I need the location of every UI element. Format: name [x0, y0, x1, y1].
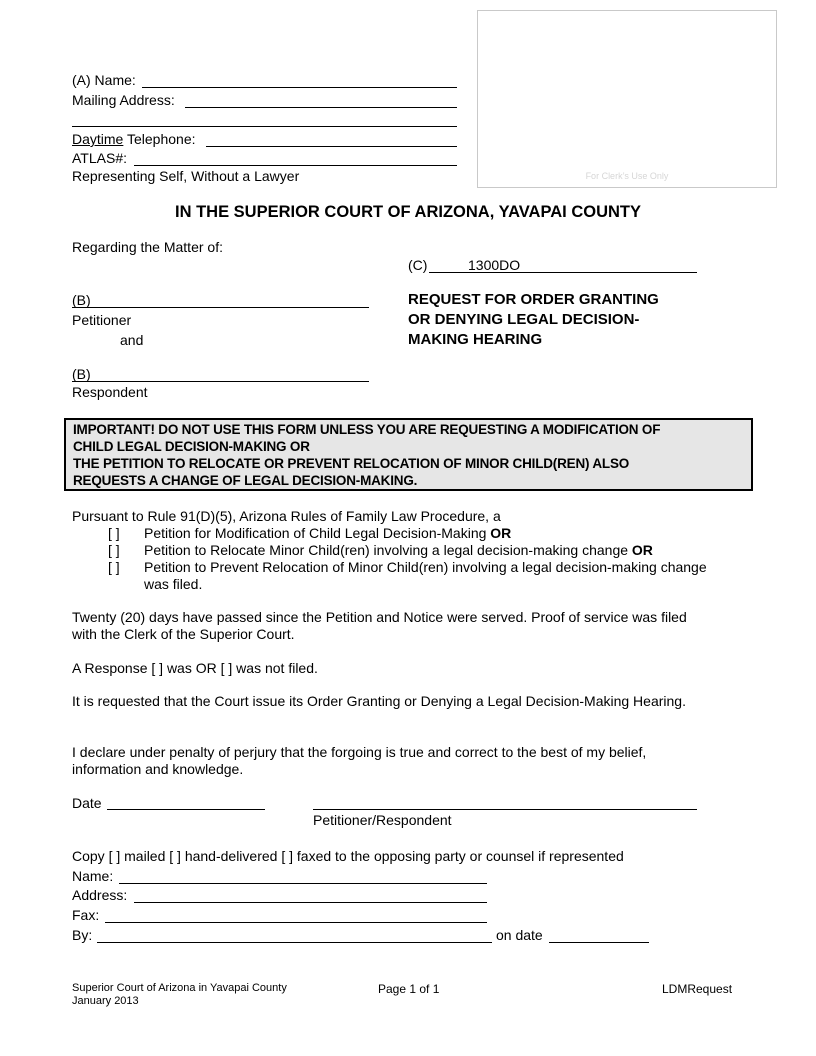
- regarding-matter-label: Regarding the Matter of:: [72, 239, 223, 255]
- service-address-label: Address:: [72, 887, 128, 903]
- on-date-field[interactable]: [549, 942, 649, 943]
- daytime-word: Daytime: [72, 131, 124, 147]
- on-date-label: on date: [496, 927, 543, 943]
- mailing-address-field[interactable]: [185, 107, 457, 108]
- declaration-line-2: information and knowledge.: [72, 761, 244, 777]
- checkbox-relocate[interactable]: [ ]: [108, 542, 120, 558]
- checkbox-modification[interactable]: [ ]: [108, 525, 120, 541]
- twenty-days-line-1: Twenty (20) days have passed since the Petition and Notice were served. Proof of service was filed: [72, 609, 687, 625]
- petitioner-label: Petitioner: [72, 312, 132, 328]
- request-line: It is requested that the Court issue its Order Granting or Denying a Legal Decision-Making Hearing.: [72, 693, 686, 709]
- representing-self-text: Representing Self, Without a Lawyer: [72, 168, 300, 184]
- option-relocate: [144, 542, 653, 558]
- footer-court: Superior Court of Arizona in Yavapai County: [72, 982, 287, 994]
- checkbox-prevent-relocation[interactable]: [ ]: [108, 559, 120, 575]
- important-line: IMPORTANT! DO NOT USE THIS FORM UNLESS YOU ARE REQUESTING A MODIFICATION OF: [73, 422, 661, 437]
- important-line: THE PETITION TO RELOCATE OR PREVENT RELOCATION OF MINOR CHILD(REN) ALSO: [73, 456, 630, 471]
- petitioner-b-label: (B): [72, 292, 91, 308]
- date-field[interactable]: [107, 809, 265, 810]
- option-relocate-text: Petition to Relocate Minor Child(ren) involving a legal decision-making change: [144, 542, 632, 558]
- service-by-field[interactable]: [97, 942, 492, 943]
- twenty-days-line-2: with the Clerk of the Superior Court.: [72, 626, 295, 642]
- respondent-b-label: (B): [72, 366, 91, 382]
- option-prevent-relocation-line-2: was filed.: [144, 576, 203, 592]
- case-number-label: (C): [408, 257, 428, 273]
- clerk-use-box: [477, 10, 777, 188]
- service-address-field[interactable]: [134, 902, 487, 903]
- document-title-line-1: REQUEST FOR ORDER GRANTING: [408, 291, 659, 308]
- petitioner-name-field[interactable]: [72, 307, 369, 308]
- telephone-field[interactable]: [206, 146, 457, 147]
- service-fax-label: Fax:: [72, 907, 100, 923]
- service-fax-field[interactable]: [105, 922, 487, 923]
- atlas-label: ATLAS#:: [72, 150, 127, 166]
- option-modification: [144, 525, 511, 541]
- telephone-label: [72, 131, 196, 147]
- name-field[interactable]: [142, 87, 457, 88]
- footer-form-id: LDMRequest: [662, 982, 733, 996]
- name-label: (A) Name:: [72, 72, 136, 88]
- respondent-label: Respondent: [72, 384, 148, 400]
- pursuant-text: Pursuant to Rule 91(D)(5), Arizona Rules of Family Law Procedure, a: [72, 508, 501, 524]
- option-modification-text: Petition for Modification of Child Legal Decision-Making: [144, 525, 491, 541]
- respondent-name-field[interactable]: [72, 381, 369, 382]
- important-line: CHILD LEGAL DECISION-MAKING OR: [73, 439, 310, 454]
- document-title-line-3: MAKING HEARING: [408, 331, 543, 348]
- service-name-field[interactable]: [119, 883, 487, 884]
- important-line: REQUESTS A CHANGE OF LEGAL DECISION-MAKING.: [73, 473, 418, 488]
- declaration-line-1: I declare under penalty of perjury that the forgoing is true and correct to the best of my belief,: [72, 744, 647, 760]
- mailing-address-label: Mailing Address:: [72, 92, 175, 108]
- option-prevent-relocation-line-1: Petition to Prevent Relocation of Minor Child(ren) involving a legal decision-making change: [144, 559, 707, 575]
- and-label: and: [120, 332, 144, 348]
- date-label: Date: [72, 795, 102, 811]
- service-name-label: Name:: [72, 868, 114, 884]
- copy-service-line: Copy [ ] mailed [ ] hand-delivered [ ] faxed to the opposing party or counsel if represented: [72, 848, 624, 864]
- footer-page-number: Page 1 of 1: [378, 982, 440, 996]
- response-line: A Response [ ] was OR [ ] was not filed.: [72, 660, 318, 676]
- document-title-line-2: OR DENYING LEGAL DECISION-: [408, 311, 640, 328]
- petitioner-respondent-label: Petitioner/Respondent: [313, 812, 452, 828]
- service-by-label: By:: [72, 927, 93, 943]
- atlas-field[interactable]: [134, 165, 457, 166]
- mailing-address-field-2[interactable]: [72, 126, 457, 127]
- case-number-value: 1300DO: [468, 257, 521, 273]
- footer-date: January 2013: [72, 995, 139, 1007]
- clerk-use-label: For Clerk’s Use Only: [585, 171, 669, 181]
- or-word: OR: [490, 525, 512, 541]
- telephone-word: Telephone:: [123, 131, 196, 147]
- or-word: OR: [631, 542, 653, 558]
- signature-field[interactable]: [313, 809, 697, 810]
- court-title: IN THE SUPERIOR COURT OF ARIZONA, YAVAPAI COUNTY: [174, 203, 641, 221]
- important-notice-box: [64, 418, 753, 491]
